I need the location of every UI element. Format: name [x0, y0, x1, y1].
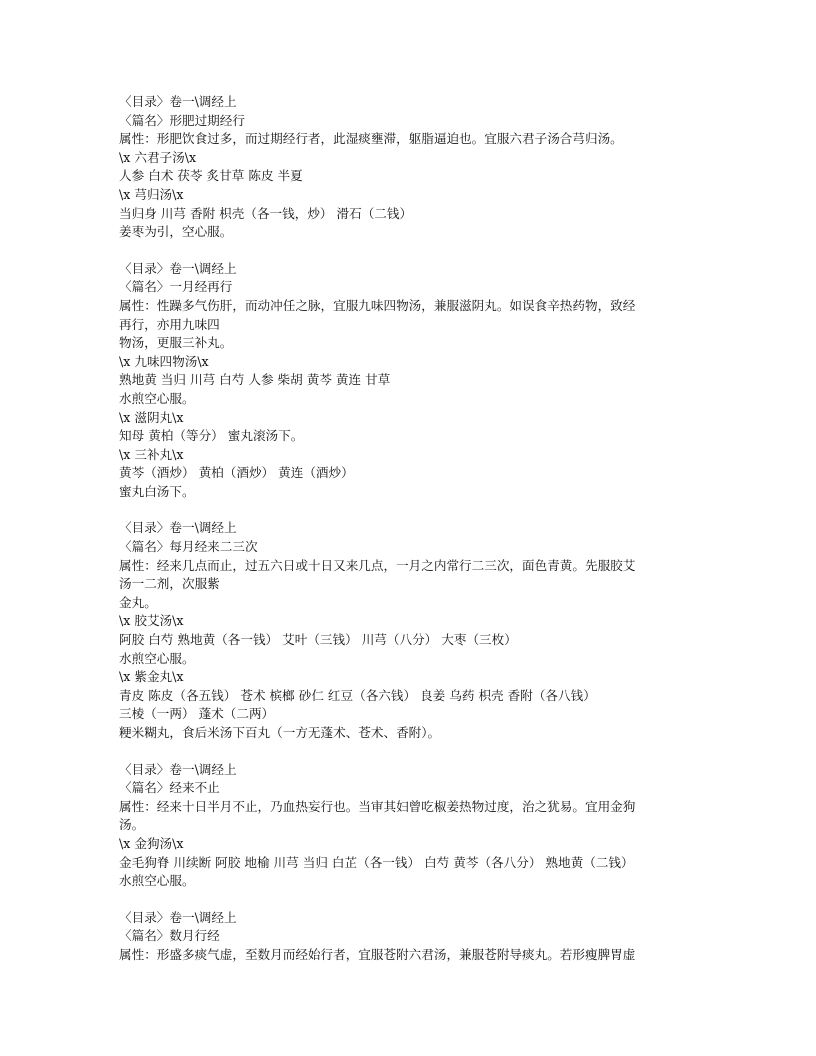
entry-text-line: 汤一二剂，次服紫 [119, 576, 220, 592]
entry-text-line: 青皮 陈皮（各五钱） 苍术 槟榔 砂仁 红豆（各六钱） 良姜 乌药 枳壳 香附（各八钱） [119, 687, 596, 703]
entry-text-line: 熟地黄 当归 川芎 白芍 人参 柴胡 黄芩 黄连 甘草 [119, 372, 391, 388]
entry-title-line: 〈篇名〉形肥过期经行 [119, 112, 245, 128]
entry-text-line: 蜜丸白汤下。 [119, 483, 195, 499]
entry-text-line: 人参 白术 茯苓 炙甘草 陈皮 半夏 [119, 168, 303, 184]
entry-title-line: 〈篇名〉一月经再行 [119, 279, 233, 295]
entry-text-line: \x 六君子汤\x [119, 149, 197, 165]
entry-text-line: \x 金狗汤\x [119, 835, 184, 851]
document-entry [119, 909, 709, 965]
entry-catalog-line: 〈目录〉卷一\调经上 [119, 260, 237, 276]
entry-catalog-line: 〈目录〉卷一\调经上 [119, 520, 237, 536]
entry-text-line: 属性：形盛多痰气虚，至数月而经始行者，宜服苍附六君汤，兼服苍附导痰丸。若形瘦脾胃虚 [119, 946, 636, 962]
entry-text-line: \x 滋阴丸\x [119, 409, 184, 425]
entry-text-line: 阿胶 白芍 熟地黄（各一钱） 艾叶（三钱） 川芎（八分） 大枣（三枚） [119, 632, 517, 648]
entry-catalog-line: 〈目录〉卷一\调经上 [119, 94, 237, 109]
entry-text-line: 属性：性躁多气伤肝，而动冲任之脉，宜服九味四物汤，兼服滋阴丸。如误食辛热药物，致经 [119, 297, 636, 313]
document-page [119, 93, 709, 983]
entry-text-line: 物汤，更服三补丸。 [119, 335, 233, 351]
entry-text-line: 金毛狗脊 川续断 阿胶 地榆 川芎 当归 白芷（各一钱） 白芍 黄芩（各八分） 熟地黄（二钱） [119, 854, 634, 870]
entry-text-line: \x 三补丸\x [119, 446, 184, 462]
document-entry [119, 519, 709, 742]
document-entry [119, 260, 709, 502]
entry-text-line: 黄芩（酒炒） 黄柏（酒炒） 黄连（酒炒） [119, 465, 354, 481]
entry-catalog-line: 〈目录〉卷一\调经上 [119, 761, 237, 777]
entry-catalog-line: 〈目录〉卷一\调经上 [119, 909, 237, 925]
entry-text-line: 当归身 川芎 香附 枳壳（各一钱，炒） 滑石（二钱） [119, 205, 413, 221]
entry-text-line: 属性：经来几点而止，过五六日或十日又来几点，一月之内常行二三次，面色青黄。先服胶艾 [119, 557, 636, 573]
entry-title-line: 〈篇名〉每月经来二三次 [119, 539, 258, 555]
entry-text-line: 三棱（一两） 蓬术（二两） [119, 706, 275, 722]
entry-text-line: 水煎空心服。 [119, 650, 195, 666]
entry-text-line: 姜枣为引，空心服。 [119, 224, 233, 240]
document-entry [119, 761, 709, 891]
document-entry [119, 93, 709, 242]
entry-text-line: \x 紫金丸\x [119, 669, 184, 685]
entry-text-line: 再行，亦用九味四 [119, 316, 220, 332]
entry-text-line: 水煎空心服。 [119, 390, 195, 406]
entry-title-line: 〈篇名〉数月行经 [119, 928, 220, 944]
entry-text-line: \x 九味四物汤\x [119, 353, 209, 369]
entry-text-line: 水煎空心服。 [119, 873, 195, 889]
entry-text-line: 知母 黄柏（等分） 蜜丸滚汤下。 [119, 428, 304, 444]
entry-title-line: 〈篇名〉经来不止 [119, 780, 220, 796]
entry-text-line: 汤。 [119, 817, 145, 833]
entry-text-line: 粳米糊丸，食后米汤下百丸（一方无蓬术、苍术、香附）。 [119, 725, 441, 740]
entry-text-line: \x 胶艾汤\x [119, 613, 184, 629]
entry-text-line: 金丸。 [119, 594, 157, 610]
entry-text-line: \x 芎归汤\x [119, 186, 184, 202]
entry-text-line: 属性：形肥饮食过多，而过期经行者，此湿痰壅滞，躯脂逼迫也。宜服六君子汤合芎归汤。 [119, 131, 623, 147]
entry-text-line: 属性：经来十日半月不止，乃血热妄行也。当审其妇曾吃椒姜热物过度，治之犹易。宜用金狗 [119, 798, 636, 814]
